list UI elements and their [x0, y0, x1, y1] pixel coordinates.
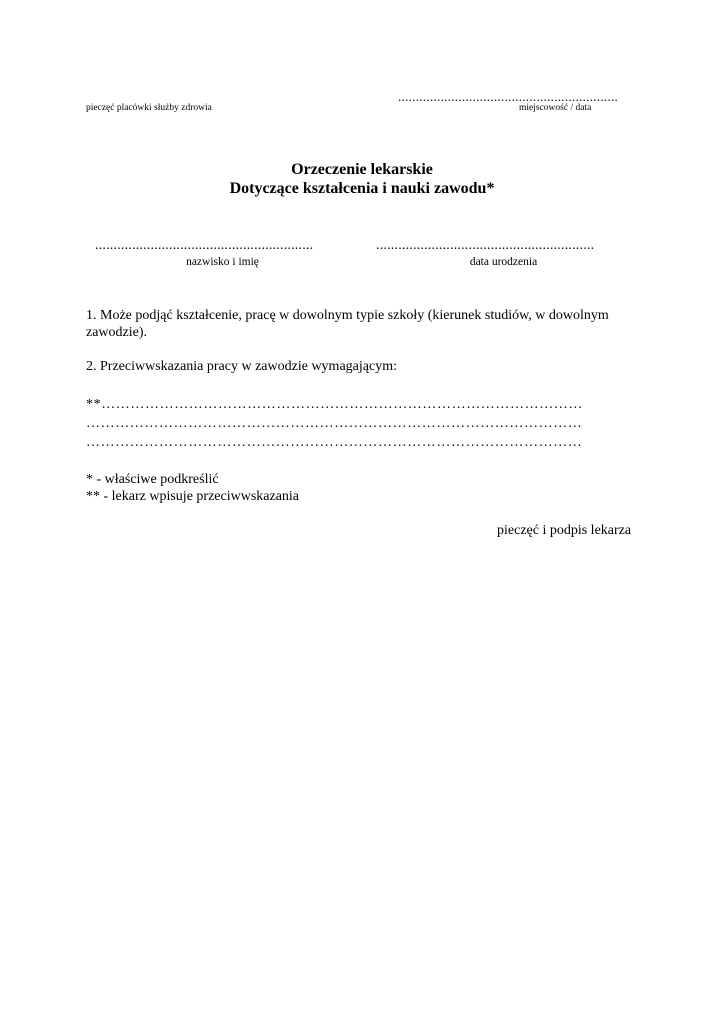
birth-date-label: data urodzenia [469, 256, 538, 268]
point-1-line-2: zawodzie). [86, 325, 148, 340]
document-title: Orzeczenie lekarskie [291, 161, 433, 178]
contraindication-line-3: ………………………………………………………………………………………… [86, 435, 583, 450]
name-dots: ........................................................... [95, 238, 314, 253]
point-1-line-1: 1. Może podjąć kształcenie, pracę w dowolnym typie szkoły (kierunek studiów, w dowolnym [86, 308, 609, 323]
point-2: 2. Przeciwwskazania pracy w zawodzie wymagającym: [86, 359, 397, 374]
footnote-2: ** - lekarz wpisuje przeciwwskazania [86, 489, 300, 504]
document-subtitle: Dotyczące kształcenia i nauki zawodu* [229, 180, 495, 197]
contraindication-line-1: **……………………………………………………………………………………… [86, 397, 583, 412]
place-date-label: miejscowość / data [519, 103, 592, 113]
stamp-label: pieczęć placówki służby zdrowia [86, 103, 212, 113]
place-date-dots: .............................................................. [398, 89, 619, 104]
signature-label: pieczęć i podpis lekarza [497, 523, 632, 538]
footnote-1: * - właściwe podkreślić [86, 472, 219, 487]
name-label: nazwisko i imię [186, 256, 259, 268]
birth-date-dots: ........................................................... [376, 238, 595, 253]
contraindication-line-2: ………………………………………………………………………………………… [86, 416, 583, 431]
